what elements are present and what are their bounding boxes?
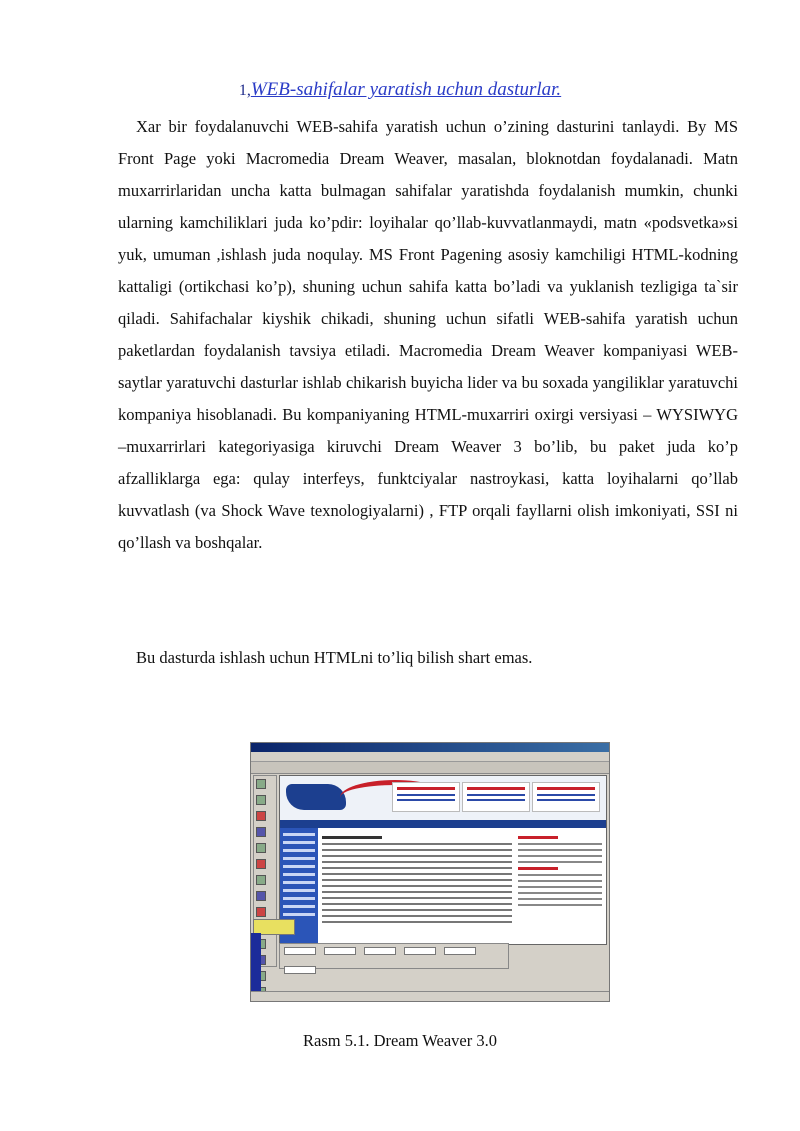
screenshot-menubar [251, 752, 609, 762]
screenshot-logo-icon [286, 784, 346, 810]
dreamweaver-screenshot-image [250, 742, 610, 1002]
screenshot-navbar [280, 820, 606, 828]
screenshot-banner [280, 776, 606, 820]
body-paragraph-2: Bu dasturda ishlash uchun HTMLni to’liq bilish shart emas. [136, 648, 533, 667]
body-paragraph-1: Xar bir foydalanuvchi WEB-sahifa yaratish uchun o’zining dasturini tanlaydi. By MS Front Page yoki Macromedia Dream Weaver, masalan, bloknotdan foydalanadi. Matn muxarrirlaridan uncha katta bulmagan sahifalar yaratishda foydalanish mumkin, chunki ularning kamchiliklari juda ko’pdir: loyihalar qo’llab-kuvvatlanmaydi, matn «podsvetka»si yuk, umuman ,ishlash juda noqulay. MS Front Pagening asosiy kamchiligi HTML-kodning kattaligi (ortikchasi ko’p), shuning uchun sahifa katta bo’ladi va yuklanish tezligiga ta`sir qiladi. Sahifachalar kiyshik chikadi, shuning uchun sifatli WEB-sahifa yaratish uchun paketlardan foydalanish tavsiya etiladi. Macromedia Dream Weaver kompaniyasi WEB-saytlar yaratuvchi dasturlar ishlab chikarish buyicha lider va bu soxada yangiliklar yaratuvchi kompaniya hisoblanadi. Bu kompaniyaning HTML-muxarriri oxirgi versiyasi – WYSIWYG –muxarrirlari kategoriyasiga kiruvchi Dream Weaver 3 bo’lib, bu paket juda ko’p afzalliklarga ega: qulay interfeys, funktciyalar nastroykasi, katta loyihalarni qo’llab kuvvatlash (va Shock Wave texnologiyalarni) , FTP orqali fayllarni olish imkoniyati, SSI ni qo’llash va boshqalar. [118, 117, 738, 552]
figure-caption: Rasm 5.1. Dream Weaver 3.0 [302, 1031, 498, 1050]
section-number: 1, [238, 82, 251, 99]
screenshot-titlebar [251, 743, 609, 752]
section-title: WEB-sahifalar yaratish uchun dasturlar. [250, 79, 562, 100]
screenshot-properties-panel [279, 943, 509, 969]
screenshot-right-column [518, 832, 602, 942]
screenshot-content-text [322, 832, 512, 942]
screenshot-statusbar [251, 991, 609, 1002]
screenshot-toolbar [251, 762, 609, 774]
section-heading [0, 76, 800, 104]
screenshot-document-window [279, 775, 607, 945]
